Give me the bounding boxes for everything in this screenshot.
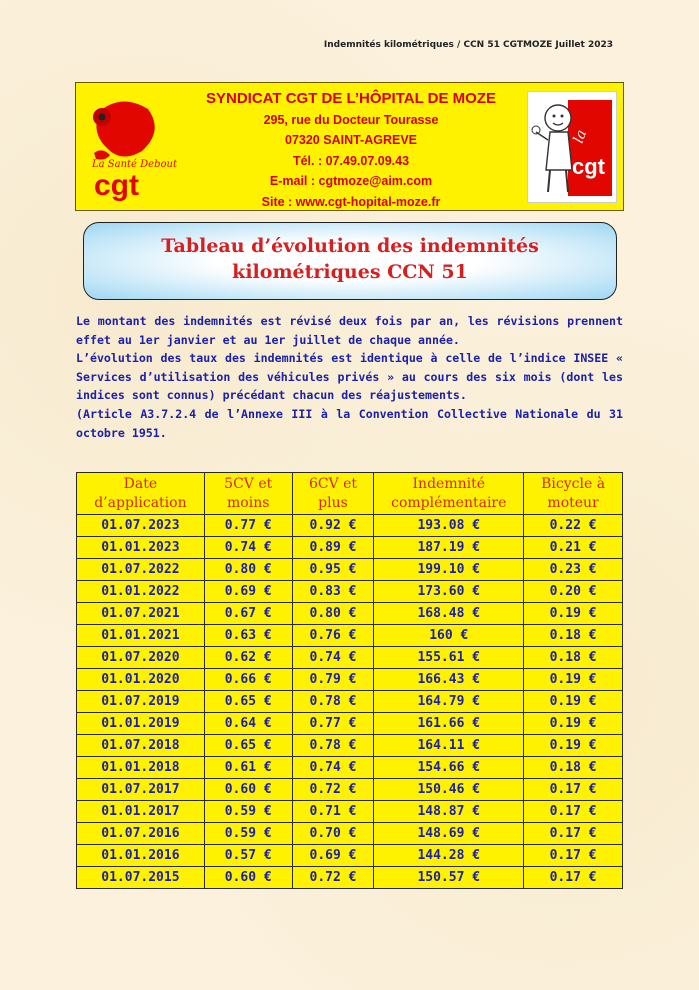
- cell-bicycle: 0.17 €: [524, 823, 623, 845]
- cgt-sante-logo: [82, 91, 177, 203]
- cell-indemnite: 173.60 €: [374, 581, 524, 603]
- cell-date: 01.01.2021: [77, 625, 205, 647]
- cell-date: 01.01.2018: [77, 757, 205, 779]
- table-row: [77, 801, 623, 823]
- cell-bicycle: 0.19 €: [524, 669, 623, 691]
- cell-indemnite: 199.10 €: [374, 559, 524, 581]
- cell-bicycle: 0.18 €: [524, 647, 623, 669]
- table-row: [77, 713, 623, 735]
- syndicat-banner: [75, 82, 624, 211]
- cell-6cv: 0.77 €: [292, 713, 374, 735]
- cell-6cv: 0.70 €: [292, 823, 374, 845]
- cell-date: 01.01.2019: [77, 713, 205, 735]
- syndicat-email[interactable]: E-mail : cgtmoze@aim.com: [269, 174, 433, 188]
- document-title: [83, 222, 617, 300]
- cell-date: 01.01.2017: [77, 801, 205, 823]
- table-row: [77, 625, 623, 647]
- logo-left-text: cgt: [94, 169, 139, 202]
- cell-5cv: 0.66 €: [204, 669, 292, 691]
- cell-indemnite: 160 €: [374, 625, 524, 647]
- table-row: [77, 757, 623, 779]
- cell-6cv: 0.89 €: [292, 537, 374, 559]
- col-header-date: Date d’application: [77, 473, 205, 515]
- cell-5cv: 0.63 €: [204, 625, 292, 647]
- cell-5cv: 0.60 €: [204, 867, 292, 889]
- cell-date: 01.07.2020: [77, 647, 205, 669]
- cell-bicycle: 0.22 €: [524, 515, 623, 537]
- syndicat-phone: Tél. : 07.49.07.09.43: [292, 153, 410, 168]
- cell-date: 01.07.2022: [77, 559, 205, 581]
- cell-6cv: 0.74 €: [292, 647, 374, 669]
- cell-5cv: 0.67 €: [204, 603, 292, 625]
- cell-5cv: 0.59 €: [204, 801, 292, 823]
- syndicat-website[interactable]: Site : www.cgt-hopital-moze.fr: [261, 194, 441, 209]
- table-row: [77, 845, 623, 867]
- title-line-2: kilométriques CCN 51: [232, 261, 468, 283]
- table-row: [77, 823, 623, 845]
- cell-5cv: 0.69 €: [204, 581, 292, 603]
- cell-bicycle: 0.23 €: [524, 559, 623, 581]
- cell-date: 01.07.2023: [77, 515, 205, 537]
- cell-date: 01.07.2016: [77, 823, 205, 845]
- cell-6cv: 0.80 €: [292, 603, 374, 625]
- cell-5cv: 0.80 €: [204, 559, 292, 581]
- cell-5cv: 0.60 €: [204, 779, 292, 801]
- syndicat-name: SYNDICAT CGT DE L’HÔPITAL DE MOZE: [205, 90, 496, 107]
- cell-date: 01.01.2016: [77, 845, 205, 867]
- title-line-1: Tableau d’évolution des indemnités: [161, 235, 539, 257]
- table-row: [77, 867, 623, 889]
- cell-indemnite: 155.61 €: [374, 647, 524, 669]
- intro-paragraph-2: L’évolution des taux des indemnités est identique à celle de l’indice INSEE « Services d’utilisation des véhicules privés » au cours des six mois (dont les indices sont connus) précédant chacun des réajustements.: [76, 351, 623, 403]
- cell-bicycle: 0.19 €: [524, 713, 623, 735]
- table-header-row: [77, 473, 623, 515]
- col-header-5cv: 5CV et moins: [204, 473, 292, 515]
- cell-bicycle: 0.21 €: [524, 537, 623, 559]
- cell-6cv: 0.95 €: [292, 559, 374, 581]
- cell-5cv: 0.57 €: [204, 845, 292, 867]
- table-row: [77, 581, 623, 603]
- cell-indemnite: 161.66 €: [374, 713, 524, 735]
- cell-indemnite: 148.69 €: [374, 823, 524, 845]
- syndicat-address-block: [191, 89, 511, 212]
- cell-date: 01.07.2018: [77, 735, 205, 757]
- cell-bicycle: 0.19 €: [524, 735, 623, 757]
- cell-indemnite: 166.43 €: [374, 669, 524, 691]
- cell-5cv: 0.61 €: [204, 757, 292, 779]
- cell-5cv: 0.59 €: [204, 823, 292, 845]
- intro-paragraph-1: Le montant des indemnités est révisé deux fois par an, les révisions prennent effet au 1er janvier et au 1er juillet de chaque année.: [76, 314, 623, 347]
- cell-indemnite: 144.28 €: [374, 845, 524, 867]
- cell-bicycle: 0.17 €: [524, 801, 623, 823]
- cell-indemnite: 168.48 €: [374, 603, 524, 625]
- cell-6cv: 0.69 €: [292, 845, 374, 867]
- cell-date: 01.07.2015: [77, 867, 205, 889]
- cell-6cv: 0.92 €: [292, 515, 374, 537]
- cell-5cv: 0.62 €: [204, 647, 292, 669]
- col-header-indemnite: Indemnité complémentaire: [374, 473, 524, 515]
- cell-indemnite: 148.87 €: [374, 801, 524, 823]
- cell-bicycle: 0.18 €: [524, 625, 623, 647]
- cell-bicycle: 0.17 €: [524, 779, 623, 801]
- table-row: [77, 779, 623, 801]
- table-row: [77, 691, 623, 713]
- cell-date: 01.07.2017: [77, 779, 205, 801]
- logo-right-script: la: [570, 127, 591, 146]
- cell-bicycle: 0.17 €: [524, 845, 623, 867]
- cell-6cv: 0.72 €: [292, 867, 374, 889]
- cell-6cv: 0.72 €: [292, 779, 374, 801]
- table-row: [77, 669, 623, 691]
- cell-date: 01.01.2022: [77, 581, 205, 603]
- table-row: [77, 647, 623, 669]
- cell-indemnite: 164.79 €: [374, 691, 524, 713]
- intro-paragraph-3: (Article A3.7.2.4 de l’Annexe III à la Convention Collective Nationale du 31 octobre 1951.: [76, 406, 623, 440]
- cell-6cv: 0.79 €: [292, 669, 374, 691]
- table-row: [77, 603, 623, 625]
- cell-5cv: 0.77 €: [204, 515, 292, 537]
- syndicat-street: 295, rue du Docteur Tourasse: [263, 112, 439, 127]
- cell-6cv: 0.74 €: [292, 757, 374, 779]
- table-row: [77, 735, 623, 757]
- syndicat-city: 07320 SAINT-AGREVE: [285, 133, 417, 147]
- cell-6cv: 0.83 €: [292, 581, 374, 603]
- cell-indemnite: 193.08 €: [374, 515, 524, 537]
- running-header: Indemnités kilométriques / CCN 51 CGTMOZE Juillet 2023: [323, 40, 613, 50]
- cell-5cv: 0.74 €: [204, 537, 292, 559]
- cell-indemnite: 187.19 €: [374, 537, 524, 559]
- cell-bicycle: 0.17 €: [524, 867, 623, 889]
- cell-indemnite: 150.46 €: [374, 779, 524, 801]
- cell-date: 01.07.2019: [77, 691, 205, 713]
- logo-left-script: La Santé Debout: [92, 159, 177, 170]
- col-header-bicycle: Bicycle à moteur: [524, 473, 623, 515]
- cell-date: 01.01.2023: [77, 537, 205, 559]
- cell-bicycle: 0.19 €: [524, 603, 623, 625]
- table-row: [77, 559, 623, 581]
- cell-date: 01.01.2020: [77, 669, 205, 691]
- cell-indemnite: 154.66 €: [374, 757, 524, 779]
- cell-bicycle: 0.20 €: [524, 581, 623, 603]
- cell-5cv: 0.65 €: [204, 735, 292, 757]
- cell-indemnite: 150.57 €: [374, 867, 524, 889]
- cell-date: 01.07.2021: [77, 603, 205, 625]
- table-row: [77, 537, 623, 559]
- indemnity-table: [76, 472, 623, 889]
- intro-text: [76, 312, 623, 442]
- col-header-6cv: 6CV et plus: [292, 473, 374, 515]
- logo-right-text: cgt: [572, 154, 605, 179]
- table-row: [77, 515, 623, 537]
- cell-bicycle: 0.19 €: [524, 691, 623, 713]
- cell-5cv: 0.65 €: [204, 691, 292, 713]
- cell-6cv: 0.78 €: [292, 735, 374, 757]
- cell-bicycle: 0.18 €: [524, 757, 623, 779]
- cell-indemnite: 164.11 €: [374, 735, 524, 757]
- cell-6cv: 0.76 €: [292, 625, 374, 647]
- cgt-mascot-logo: [527, 91, 617, 203]
- cell-5cv: 0.64 €: [204, 713, 292, 735]
- cell-6cv: 0.71 €: [292, 801, 374, 823]
- cell-6cv: 0.78 €: [292, 691, 374, 713]
